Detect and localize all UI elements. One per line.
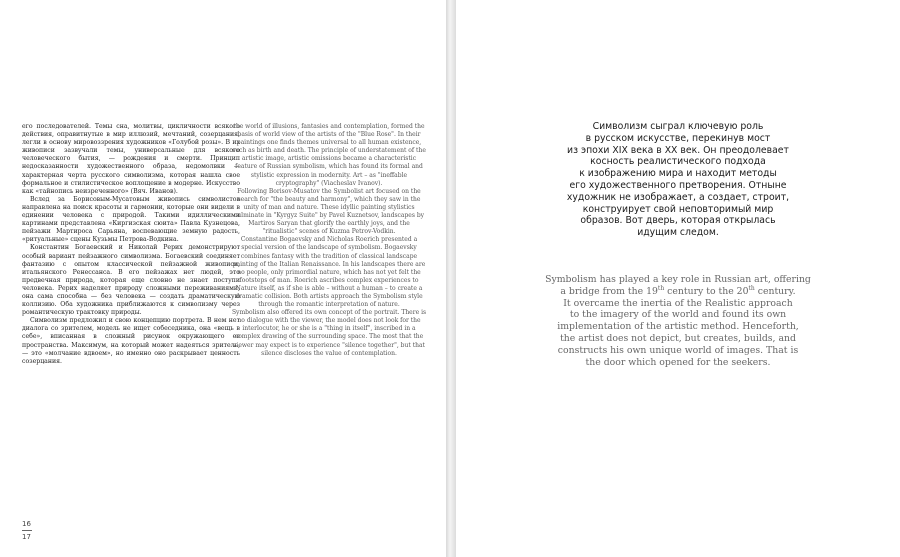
english-paragraph: the world of illusions, fantasies and contemplation, formed the basis of world view of the artists of the "Blue Rose". In their paintings one finds themes universal to all human existence, such as birth and death. The principle of understatement of the artistic image, artistic omissions became a characteristic feature of Russian symbolism, which has found its formal and stylistic expression in modernity. Art – as "ineffable cryptography" (Viacheslav Ivanov).	[232, 123, 426, 187]
russian-paragraph: Константин Богаевский и Николай Рерих демонстрируют особый вариант пейзажного символизма. Богаевский соединяет фантазию с опытом классической пейзажной живописи, итальянского Ренессанса. В его пейзажах нет людей, это предвечная природа, которая еще словно не знает поступи человека. Рерих наделяет природу сложными переживаниями, она сама способна — без человека — создать драматическую коллизию. Оба художника приближаются к символизму через романтическую трактовку природы.	[22, 244, 240, 317]
right-page	[456, 0, 900, 557]
english-paragraph: Constantine Bogaevsky and Nicholas Roerich presented a special version of the landscape of symbolism. Bogaevsky combines fantasy with the tradition of classical landscape painting of the Italian Renaissance. In his landscapes there are no people, only primordial nature, which has not yet felt the footsteps of man. Roerich ascribes complex experiences to Nature itself, as if she is able – without a human – to create a dramatic collision. Both artists approach the Symbolism style through the romantic interpretation of nature.	[232, 236, 426, 309]
russian-paragraph: его последователей. Темы сна, молитвы, цикличности всякого действия, оправитнутые в мир иллюзий, мечтаний, созерцания, легли в основу мировоззрения художников «Голубой розы». В их живописи зазвучали темы, универсальные для всякого человеческого бытия, — рождения и смерти. Принцип недосказанности художественного образа, недомолвки — характерная черта русского символизма, которая нашла свое формальное и стилистическое воплощение в модерне. Искусство как «тайнопись неизреченного» (Вяч. Иванов).	[22, 123, 240, 195]
english-lead-line	[456, 286, 900, 298]
page-number-divider	[22, 530, 32, 531]
russian-paragraph: Вслед за Борисовым-Мусатовым живопись символистов направлена на поиск красоты и гармонии, которые они видели в единении человека с природой. Такими идиллическими картинами представлена «Киргизская сюита» Павла Кузнецова, пейзажи Мартироса Сарьяна, воспевающие земную радость, «ритуальные» сцены Кузьмы Петрова-Водкина.	[22, 195, 240, 244]
russian-paragraph: Символизм предложил и свою концепцию портрета. В нем нет диалога со зрителем, модель не ищет собеседника, она «вещь в себе», вписанная в сложный рисунок окружающего ее пространства. Максимум, на который может надеяться зритель, — это «молчание вдвоем», но именно оно раскрывает ценность созерцания.	[22, 317, 240, 365]
english-lead-text	[456, 274, 900, 368]
english-lead-line: the artist does not depict, but creates, builds, and	[560, 332, 796, 344]
russian-lead-line: в русском искусстве, перекинув мост	[585, 132, 771, 144]
english-lead-line: implementation of the artistic method. Henceforth,	[557, 321, 799, 333]
russian-lead-line: идущим следом.	[637, 227, 719, 239]
english-paragraph: Symbolism also offered its own concept of the portrait. There is no dialogue with the viewer, the model does not look for the interlocutor, he or she is a "thing in itself", inscribed in a complex drawing of the surrounding space. The most that the viewer may expect is to experience "silence together", but that silence discloses the value of contemplation.	[231, 309, 427, 357]
english-paragraph: Following Borisov-Musatov the Symbolist art focused on the search for "the beauty and harmony", which they saw in the unity of man and nature. These idyllic painting stylistics culminate in "Kyrgyz Suite" by Pavel Kuznetsov, landscapes by Martiros Saryan that glorify the earthly joys, and the "ritualistic" scenes of Kuzma Petrov-Vodkin.	[233, 187, 425, 236]
book-gutter	[446, 0, 456, 557]
english-lead-line: to the imagery of the world and found its own	[569, 309, 787, 321]
russian-lead-line: из эпохи XIX века в XX век. Он преодолевает	[567, 144, 789, 156]
russian-lead-line: косность реалистического подхода	[590, 156, 766, 168]
english-lead-fragment: century.	[754, 285, 796, 297]
russian-lead-line: к изображению мира и находит методы	[579, 168, 777, 180]
russian-text-column	[22, 123, 240, 366]
english-text-column	[230, 123, 428, 358]
english-lead-line: It overcame the inertia of the Realistic approach	[563, 297, 793, 309]
russian-lead-line: Символизм сыграл ключевую роль	[592, 121, 764, 132]
english-lead-line: Symbolism has played a key role in Russian art, offering	[545, 274, 811, 285]
russian-lead-text	[456, 121, 900, 239]
page-number-left: 16	[22, 520, 31, 528]
russian-lead-line: его художественного претворения. Отныне	[569, 179, 787, 191]
left-page	[0, 0, 446, 557]
page-number-right: 17	[22, 533, 31, 541]
ordinal-suffix: th	[657, 284, 665, 292]
english-lead-fragment: a bridge from the 19	[560, 285, 658, 297]
english-lead-line: constructs his own unique world of images. That is	[557, 344, 799, 356]
russian-lead-line: художник не изображает, а создает, строит,	[566, 191, 790, 203]
english-lead-line: the door which opened for the seekers.	[585, 356, 771, 368]
english-lead-fragment: century to the 20	[664, 285, 749, 297]
russian-lead-line: образов. Вот дверь, которая открылась	[580, 215, 776, 227]
russian-lead-line: конструирует свой неповторимый мир	[582, 203, 774, 215]
ordinal-suffix: th	[748, 284, 755, 292]
